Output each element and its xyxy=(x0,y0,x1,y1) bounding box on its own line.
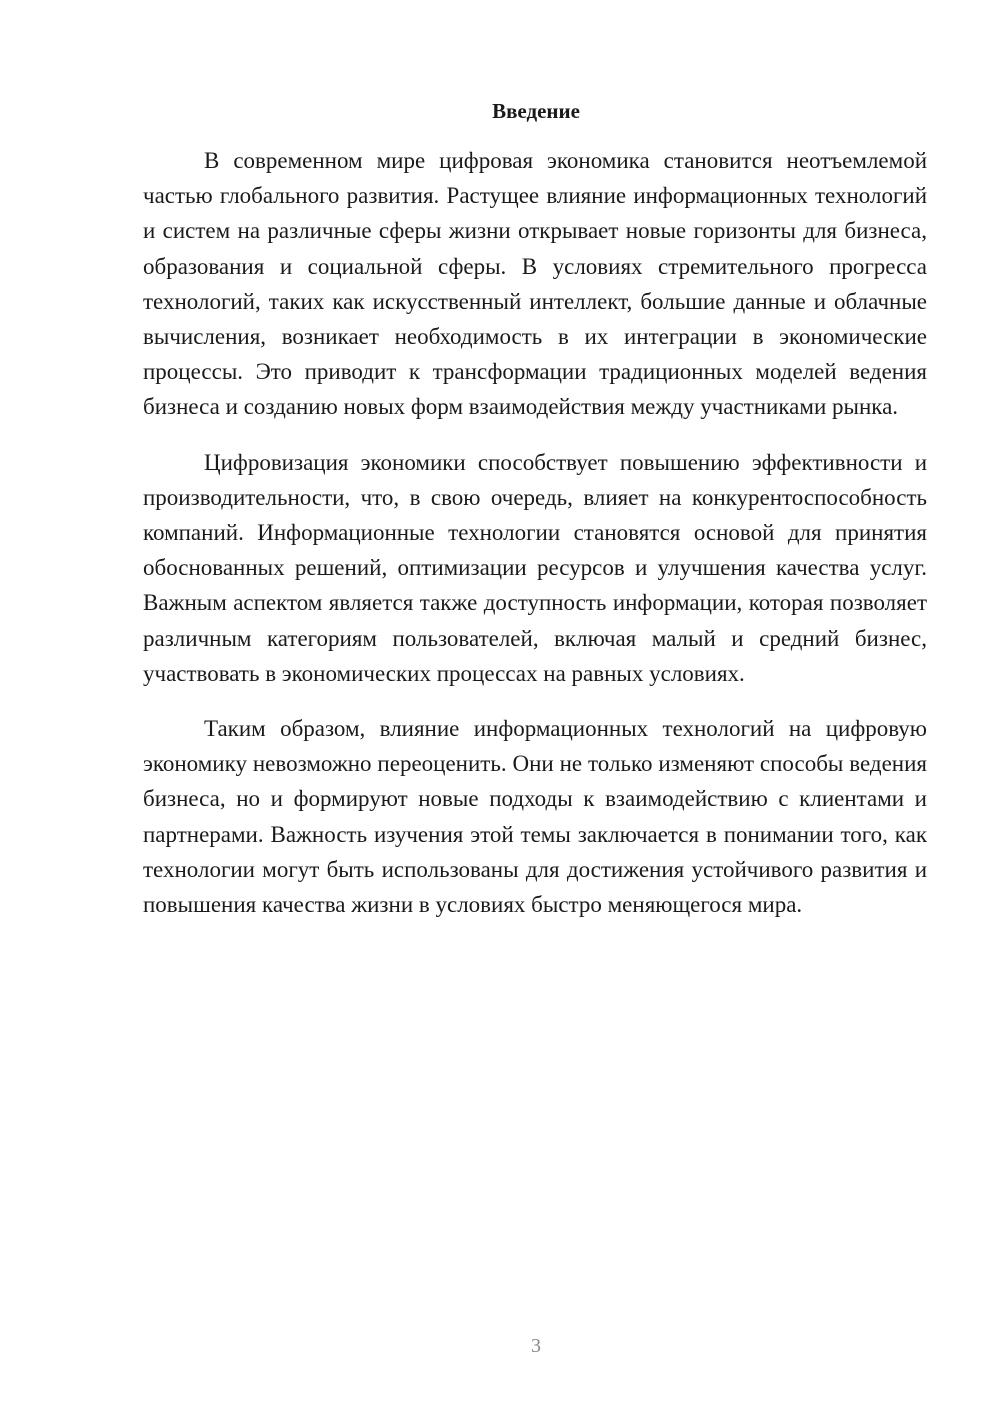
paragraph-3: Таким образом, влияние информационных технологий на цифровую экономику невозможно переоценить. Они не только изменяют способы ведения бизнеса, но и формируют новые подходы к взаимодействию с клиентами и партнерами. Важность изучения этой темы заключается в понимании того, как технологии могут быть использованы для достижения устойчивого развития и повышения качества жизни в условиях быстро меняющегося мира. xyxy=(143,716,927,918)
paragraph-1: В современном мире цифровая экономика становится неотъемлемой частью глобального развития. Растущее влияние информационных технологий и систем на различные сферы жизни открывает новые горизонты для бизнеса, образования и социальной сферы. В условиях стремительного прогресса технологий, таких как искусственный интеллект, большие данные и облачные вычисления, возникает необходимость в их интеграции в экономические процессы. Это приводит к трансформации традиционных моделей ведения бизнеса и созданию новых форм взаимодействия между участниками рынка. xyxy=(143,148,927,420)
body-text xyxy=(143,143,927,922)
page-number: 3 xyxy=(531,1335,541,1357)
paragraph-2: Цифровизация экономики способствует повышению эффективности и производительности, что, в свою очередь, влияет на конкурентоспособность компаний. Информационные технологии становятся основой для принятия обоснованных решений, оптимизации ресурсов и улучшения качества услуг. Важным аспектом является также доступность информации, которая позволяет различным категориям пользователей, включая малый и средний бизнес, участвовать в экономических процессах на равных условиях. xyxy=(143,449,927,686)
section-heading: Введение xyxy=(492,99,580,123)
